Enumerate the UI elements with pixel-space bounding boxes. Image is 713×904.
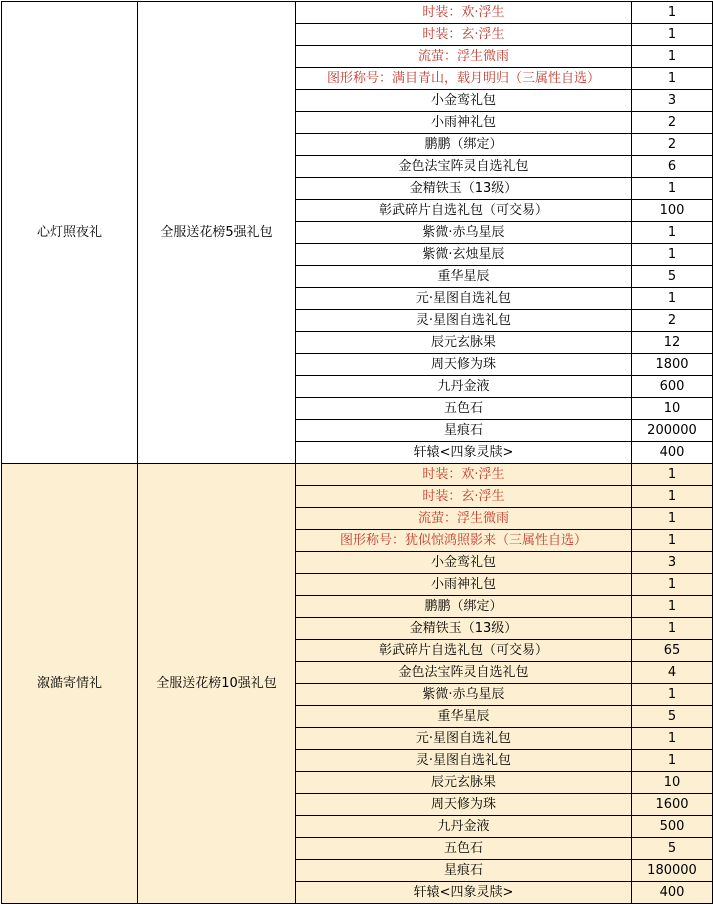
item-qty-cell: 1 — [632, 530, 713, 552]
item-qty-cell: 3 — [632, 552, 713, 574]
item-qty-cell: 400 — [632, 882, 713, 904]
item-qty-cell: 1 — [632, 750, 713, 772]
item-name-cell: 星痕石 — [296, 860, 632, 882]
item-name-cell: 金精铁玉（13级） — [296, 618, 632, 640]
item-qty-cell: 1600 — [632, 794, 713, 816]
item-qty-cell: 5 — [632, 838, 713, 860]
item-qty-cell: 180000 — [632, 860, 713, 882]
item-qty-cell: 1 — [632, 508, 713, 530]
item-name-cell: 小雨神礼包 — [296, 574, 632, 596]
item-qty-cell: 1 — [632, 222, 713, 244]
item-name-cell: 灵·星图自选礼包 — [296, 310, 632, 332]
item-qty-cell: 1 — [632, 596, 713, 618]
item-qty-cell: 2 — [632, 112, 713, 134]
pack-name-cell: 全服送花榜5强礼包 — [138, 2, 296, 464]
item-name-cell: 元·星图自选礼包 — [296, 728, 632, 750]
item-name-cell: 五色石 — [296, 398, 632, 420]
item-name-cell: 金色法宝阵灵自选礼包 — [296, 662, 632, 684]
item-name-cell: 时装：欢·浮生 — [296, 464, 632, 486]
reward-section — [2, 464, 713, 904]
item-qty-cell: 400 — [632, 442, 713, 464]
item-qty-cell: 200000 — [632, 420, 713, 442]
item-name-cell: 图形称号：满目青山，载月明归（三属性自选） — [296, 68, 632, 90]
reward-table — [1, 1, 713, 904]
item-qty-cell: 1 — [632, 684, 713, 706]
item-name-cell: 重华星辰 — [296, 266, 632, 288]
item-name-cell: 时装：玄·浮生 — [296, 486, 632, 508]
gift-name-cell: 心灯照夜礼 — [2, 2, 138, 464]
table-row — [2, 2, 713, 24]
item-qty-cell: 1800 — [632, 354, 713, 376]
item-name-cell: 五色石 — [296, 838, 632, 860]
item-qty-cell: 6 — [632, 156, 713, 178]
item-name-cell: 重华星辰 — [296, 706, 632, 728]
item-name-cell: 金色法宝阵灵自选礼包 — [296, 156, 632, 178]
item-qty-cell: 1 — [632, 464, 713, 486]
item-qty-cell: 65 — [632, 640, 713, 662]
item-name-cell: 紫微·赤乌星辰 — [296, 684, 632, 706]
item-name-cell: 彰武碎片自选礼包（可交易） — [296, 640, 632, 662]
item-name-cell: 周天修为珠 — [296, 794, 632, 816]
item-name-cell: 流萤：浮生微雨 — [296, 508, 632, 530]
item-name-cell: 辰元玄脉果 — [296, 772, 632, 794]
item-name-cell: 鹏鹏（绑定） — [296, 134, 632, 156]
item-qty-cell: 12 — [632, 332, 713, 354]
table-row — [2, 464, 713, 486]
item-qty-cell: 500 — [632, 816, 713, 838]
item-qty-cell: 100 — [632, 200, 713, 222]
item-qty-cell: 600 — [632, 376, 713, 398]
item-qty-cell: 1 — [632, 574, 713, 596]
item-qty-cell: 1 — [632, 46, 713, 68]
item-qty-cell: 1 — [632, 618, 713, 640]
item-qty-cell: 1 — [632, 2, 713, 24]
item-name-cell: 金精铁玉（13级） — [296, 178, 632, 200]
item-name-cell: 元·星图自选礼包 — [296, 288, 632, 310]
item-qty-cell: 2 — [632, 310, 713, 332]
item-name-cell: 流萤：浮生微雨 — [296, 46, 632, 68]
item-name-cell: 星痕石 — [296, 420, 632, 442]
item-qty-cell: 1 — [632, 178, 713, 200]
item-qty-cell: 5 — [632, 706, 713, 728]
item-name-cell: 九丹金液 — [296, 816, 632, 838]
item-qty-cell: 4 — [632, 662, 713, 684]
gift-name-cell: 溆澔寄情礼 — [2, 464, 138, 904]
item-name-cell: 图形称号：犹似惊鸿照影来（三属性自选） — [296, 530, 632, 552]
item-qty-cell: 10 — [632, 398, 713, 420]
item-qty-cell: 1 — [632, 288, 713, 310]
item-name-cell: 紫微·赤乌星辰 — [296, 222, 632, 244]
item-qty-cell: 1 — [632, 486, 713, 508]
item-name-cell: 时装：玄·浮生 — [296, 24, 632, 46]
item-qty-cell: 10 — [632, 772, 713, 794]
item-name-cell: 彰武碎片自选礼包（可交易） — [296, 200, 632, 222]
item-name-cell: 紫微·玄烛星辰 — [296, 244, 632, 266]
item-name-cell: 灵·星图自选礼包 — [296, 750, 632, 772]
item-name-cell: 轩辕<四象灵牍> — [296, 882, 632, 904]
item-qty-cell: 1 — [632, 68, 713, 90]
item-name-cell: 九丹金液 — [296, 376, 632, 398]
reward-section — [2, 2, 713, 464]
item-name-cell: 小金鸾礼包 — [296, 552, 632, 574]
item-name-cell: 周天修为珠 — [296, 354, 632, 376]
pack-name-cell: 全服送花榜10强礼包 — [138, 464, 296, 904]
item-qty-cell: 5 — [632, 266, 713, 288]
item-name-cell: 轩辕<四象灵牍> — [296, 442, 632, 464]
item-qty-cell: 3 — [632, 90, 713, 112]
item-name-cell: 辰元玄脉果 — [296, 332, 632, 354]
item-name-cell: 鹏鹏（绑定） — [296, 596, 632, 618]
item-qty-cell: 1 — [632, 728, 713, 750]
item-qty-cell: 1 — [632, 24, 713, 46]
item-name-cell: 时装：欢·浮生 — [296, 2, 632, 24]
item-qty-cell: 2 — [632, 134, 713, 156]
item-name-cell: 小雨神礼包 — [296, 112, 632, 134]
item-name-cell: 小金鸾礼包 — [296, 90, 632, 112]
item-qty-cell: 1 — [632, 244, 713, 266]
